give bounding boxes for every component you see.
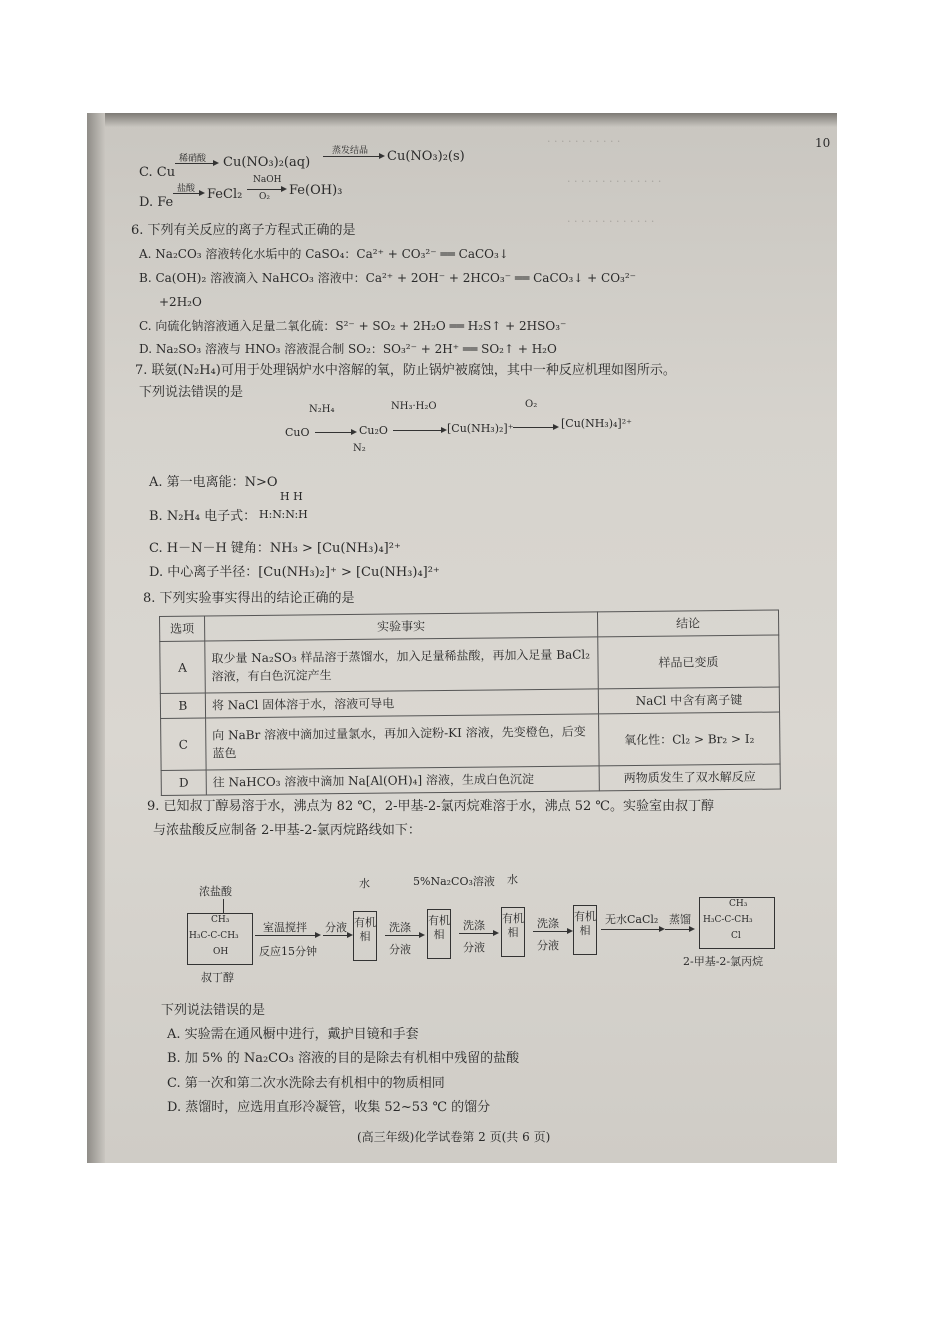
flow-arrow	[533, 931, 571, 932]
q6-stem: 6. 下列有关反应的离子方程式正确的是	[131, 223, 356, 238]
row-fact: 向 NaBr 溶液中滴加过量氯水，再加入淀粉-KI 溶液，先变橙色，后变蓝色	[206, 714, 600, 770]
flow-arrow	[385, 935, 423, 936]
struct-tbutanol-line: H₃C-C-CH₃	[189, 931, 239, 941]
q6-option-b-cont: +2H₂O	[159, 295, 202, 309]
flow-sep-2: 分液	[463, 941, 485, 954]
mechanism-arrow	[513, 427, 557, 428]
flow-wash-3: 洗涤	[537, 917, 559, 930]
flow-arrow-down	[223, 899, 224, 913]
q7-electron-formula: H:N:N:H	[259, 508, 308, 521]
table-row	[160, 635, 780, 693]
flow-arrow	[459, 933, 497, 934]
row-option: C	[161, 718, 207, 770]
q5-c-arrow2-label: 蒸发结晶	[332, 146, 369, 156]
row-fact: 将 NaCl 固体溶于水，溶液可导电	[205, 689, 598, 718]
struct-product-line: H₃C-C-CH₃	[703, 915, 753, 925]
page-footer: (高三年级)化学试卷第 2 页(共 6 页)	[357, 1130, 551, 1144]
exam-page-photo: C. Cu 稀硝酸 Cu(NO₃)₂(aq) 蒸发结晶 Cu(NO₃)₂(s) D. Fe 盐酸 FeCl₂ NaOH O₂ Fe(OH)₃ 10 · · · · · · · · · · · · · · · · · · · · · · · · · · · · · · · · · · · · · · 6. 下列有关反应的离子方程式正确的是 A. Na₂CO₃ 溶液转化水垢中的 CaSO₄：Ca²⁺ + CO₃²⁻ ══ CaCO₃↓ B. Ca(OH)₂ 溶液滴入 NaHCO₃ 溶液中：Ca²⁺ + 2OH⁻ + 2HCO₃⁻ ══ CaCO₃↓ + CO₃²⁻ +2H₂O C. 向硫化钠溶液通入足量二氧化硫：S²⁻ + SO₂ + 2H₂O ══ H₂S↑ + 2HSO₃⁻ D. Na₂SO₃ 溶液与 HNO₃ 溶液混合制 SO₂：SO₃²⁻ + 2H⁺ ══ SO₂↑ + H₂O 7. 联氨(N₂H₄)可用于处理锅炉水中溶解的氧，防止锅炉被腐蚀，其中一种反应机理如图所示。 下列说法错误的是 N₂H₄ NH₃·H₂O O₂ CuO Cu₂O [Cu(NH₃)₂]⁺ [Cu(NH₃)₄]²⁺ N₂ A. 第一电离能：N>O B. N₂H₄ 电子式： H H H:N:N:H C. H－N－H 键角：NH₃ > [Cu(NH₃)₄]²⁺ D. 中心离子半径：[Cu(NH₃)₂]⁺ > [Cu(NH₃)₄]²⁺ 8. 下列实验事实得出的结论正确的是 选项 实验事实 结论 A 取少量 Na₂SO₃ 样品溶于蒸馏水，加入足量稀盐酸，再加入足量 BaCl₂ 溶液，有白色沉淀产生 样品已变质 B 将 NaCl 固体溶于水，溶液可导电 NaCl 中含有离子键 C 向 NaBr 溶液中滴加过量氯水，再加入淀粉-KI 溶液，先变橙色，后变蓝色 氧化性：Cl₂ > Br₂ > I₂ D 往 NaHCO₃ 溶液中滴加 Na[Al(OH)₄] 溶液，生成白色沉淀 两物质发生了双水解反应 9. 已知叔丁醇易溶于水，沸点为 82 ℃，2-甲基-2-氯丙烷难溶于水，沸点 52 ℃。实验室由叔丁醇 与浓盐酸反应制备 2-甲基-2-氯丙烷路线如下： 浓盐酸 CH₃ H₃C-C-CH₃ OH 叔丁醇 室温搅拌 反应15分钟 分液 水 有机相 洗涤 分液 5%Na₂CO₃溶液 有机相 洗涤 分液 水 有机相 洗涤 分液 有机相 无水CaCl₂ 蒸馏 CH₃ H₃C-C-CH₃ Cl 2-甲基-2-氯丙烷 下列说法错误的是 A. 实验需在通风橱中进行，戴护目镜和手套 B. 加 5% 的 Na₂CO₃ 溶液的目的是除去有机相中残留的盐酸 C. 第一次和第二次水洗除去有机相中的物质相同 D. 蒸馏时，应选用直形冷凝管，收集 52~53 ℃ 的馏分 (高三年级)化学试卷第 2 页(共 6 页)	[87, 113, 837, 1163]
mechanism-arrow	[315, 432, 355, 433]
q9-option-a: A. 实验需在通风橱中进行，戴护目镜和手套	[167, 1027, 419, 1042]
q7-option-a: A. 第一电离能：N>O	[149, 475, 278, 490]
q5-d-arrow1-label: 盐酸	[177, 184, 196, 194]
experiment-table	[159, 610, 781, 796]
struct-oh: OH	[213, 947, 229, 957]
q5-c-mid: Cu(NO₃)₂(aq)	[223, 155, 311, 170]
q6-option-c: C. 向硫化钠溶液通入足量二氧化硫：S²⁻ + SO₂ + 2H₂O ══ H₂S↑ + 2HSO₃⁻	[139, 319, 567, 333]
q6-option-d: D. Na₂SO₃ 溶液与 HNO₃ 溶液混合制 SO₂：SO₃²⁻ + 2H⁺ ══ SO₂↑ + H₂O	[139, 342, 557, 356]
row-conclusion: 两物质发生了双水解反应	[599, 764, 780, 791]
row-fact: 取少量 Na₂SO₃ 样品溶于蒸馏水，加入足量稀盐酸，再加入足量 BaCl₂ 溶液，有白色沉淀产生	[205, 637, 599, 693]
mech-cu2o: Cu₂O	[359, 424, 388, 437]
struct-cl: Cl	[731, 931, 741, 941]
flow-distill: 蒸馏	[669, 913, 691, 926]
table-header-option: 选项	[160, 616, 205, 641]
q5-d-mid: FeCl₂	[207, 187, 243, 202]
row-option: A	[160, 641, 206, 693]
flow-drying-agent: 无水CaCl₂	[605, 913, 659, 926]
mech-cu-nh3-4: [Cu(NH₃)₄]²⁺	[561, 417, 632, 430]
row-conclusion: 样品已变质	[598, 635, 780, 689]
reaction-arrow	[323, 156, 383, 157]
organic-phase-2: 有机相	[427, 909, 451, 959]
q7-option-d: D. 中心离子半径：[Cu(NH₃)₂]⁺ > [Cu(NH₃)₄]²⁺	[149, 565, 440, 580]
organic-phase-3: 有机相	[501, 907, 525, 957]
reaction-arrow	[173, 193, 203, 194]
struct-ch3: CH₃	[211, 915, 230, 925]
q5-c-end: Cu(NO₃)₂(s)	[387, 149, 465, 164]
flow-arrow	[665, 929, 693, 930]
flow-start-name: 叔丁醇	[201, 971, 234, 984]
row-conclusion: NaCl 中含有离子键	[598, 687, 779, 714]
photo-shadow-left	[87, 113, 105, 1163]
q9-stem-3: 下列说法错误的是	[161, 1003, 266, 1018]
q5-d-arrow2-bottom: O₂	[259, 192, 270, 202]
q9-stem-2: 与浓盐酸反应制备 2-甲基-2-氯丙烷路线如下：	[153, 823, 421, 838]
table-row	[161, 764, 780, 795]
struct-ch3-product: CH₃	[729, 899, 748, 909]
flow-end-name: 2-甲基-2-氯丙烷	[683, 955, 764, 968]
q8-stem: 8. 下列实验事实得出的结论正确的是	[143, 591, 355, 606]
flow-water-2: 水	[507, 873, 518, 886]
q9-option-c: C. 第一次和第二次水洗除去有机相中的物质相同	[167, 1076, 445, 1091]
mech-n2h4: N₂H₄	[309, 404, 335, 415]
corner-number: 10	[815, 136, 831, 150]
q6-option-a: A. Na₂CO₃ 溶液转化水垢中的 CaSO₄：Ca²⁺ + CO₃²⁻ ══ CaCO₃↓	[139, 247, 509, 261]
mech-n2: N₂	[353, 443, 366, 454]
q5-d-end: Fe(OH)₃	[289, 183, 343, 198]
table-header-fact: 实验事实	[205, 612, 598, 641]
mech-cuo: CuO	[285, 426, 310, 439]
mech-cu-nh3-2: [Cu(NH₃)₂]⁺	[447, 422, 514, 435]
row-fact: 往 NaHCO₃ 溶液中滴加 Na[Al(OH)₄] 溶液，生成白色沉淀	[206, 766, 599, 795]
row-conclusion: 氧化性：Cl₂ > Br₂ > I₂	[599, 712, 781, 766]
flow-reaction-time: 反应15分钟	[259, 945, 317, 958]
flow-arrow	[323, 935, 351, 936]
q6-option-b: B. Ca(OH)₂ 溶液滴入 NaHCO₃ 溶液中：Ca²⁺ + 2OH⁻ + 2HCO₃⁻ ══ CaCO₃↓ + CO₃²⁻	[139, 271, 636, 285]
flow-separate: 分液	[325, 921, 347, 934]
table-header-conclusion: 结论	[597, 610, 778, 637]
table-row	[161, 712, 781, 770]
row-option: B	[160, 693, 205, 718]
organic-phase-1: 有机相	[353, 911, 377, 961]
q5-c-arrow1-label: 稀硝酸	[179, 154, 207, 164]
row-option: D	[161, 770, 206, 795]
flow-wash-1: 洗涤	[389, 921, 411, 934]
reaction-arrow	[247, 189, 285, 190]
q7-option-b: B. N₂H₄ 电子式：	[149, 509, 257, 524]
flow-stir: 室温搅拌	[263, 921, 307, 934]
q7-stem: 7. 联氨(N₂H₄)可用于处理锅炉水中溶解的氧，防止锅炉被腐蚀，其中一种反应机理如图所示。	[135, 363, 676, 378]
flow-na2co3: 5%Na₂CO₃溶液	[413, 875, 495, 888]
mech-o2: O₂	[525, 399, 538, 410]
flow-arrow	[601, 929, 663, 930]
organic-phase-4: 有机相	[573, 905, 597, 955]
q9-option-d: D. 蒸馏时，应选用直形冷凝管，收集 52~53 ℃ 的馏分	[167, 1100, 491, 1115]
q7-electron-formula-top: H H	[280, 490, 303, 503]
q7-stem-2: 下列说法错误的是	[139, 385, 244, 400]
flow-arrow	[255, 935, 319, 936]
q7-option-c: C. H－N－H 键角：NH₃ > [Cu(NH₃)₄]²⁺	[149, 541, 401, 556]
mech-nh3-h2o: NH₃·H₂O	[391, 401, 437, 412]
flow-water-1: 水	[359, 877, 370, 890]
reaction-arrow	[175, 163, 217, 164]
q9-stem: 9. 已知叔丁醇易溶于水，沸点为 82 ℃，2-甲基-2-氯丙烷难溶于水，沸点 52 ℃。实验室由叔丁醇	[147, 799, 714, 814]
photo-shadow	[87, 113, 837, 127]
q5-c-start: C. Cu	[139, 165, 176, 180]
flow-sep-1: 分液	[389, 943, 411, 956]
flow-hcl: 浓盐酸	[199, 885, 232, 898]
mechanism-arrow	[393, 430, 445, 431]
flow-wash-2: 洗涤	[463, 919, 485, 932]
q9-option-b: B. 加 5% 的 Na₂CO₃ 溶液的目的是除去有机相中残留的盐酸	[167, 1051, 520, 1066]
q5-d-arrow2-top: NaOH	[253, 175, 282, 185]
flow-sep-3: 分液	[537, 939, 559, 952]
q5-d-start: D. Fe	[139, 195, 174, 210]
